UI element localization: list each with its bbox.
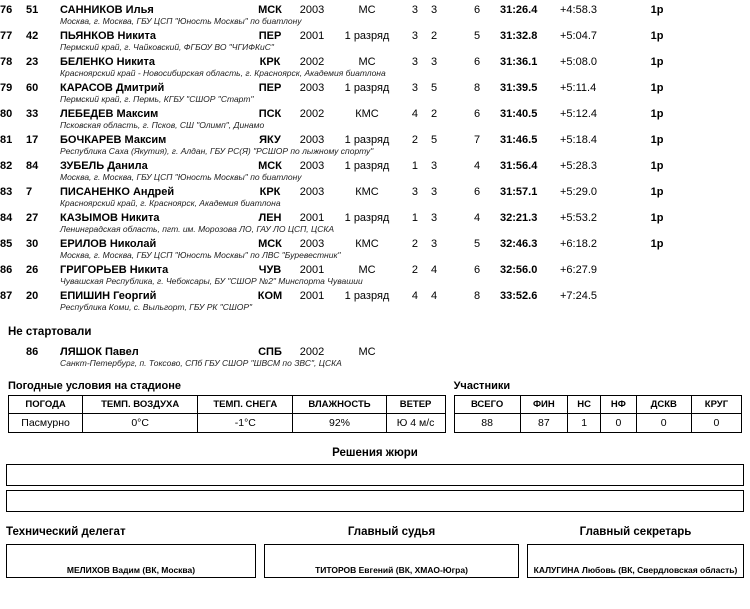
cell-year: 2003 bbox=[299, 238, 325, 250]
cell-points bbox=[622, 342, 692, 358]
cell-spacer bbox=[692, 342, 750, 358]
cell-penalty: 6 bbox=[473, 4, 481, 16]
cell-year: 2003 bbox=[299, 134, 325, 146]
cell-spacer bbox=[692, 260, 750, 276]
weather-value-cell: -1°C bbox=[198, 414, 293, 433]
weather-header-row bbox=[9, 396, 446, 414]
cell-qualification: 1 разряд bbox=[344, 160, 390, 172]
cell-athlete-name: ЕРИЛОВ Николай bbox=[60, 238, 157, 250]
cell-rank: 80 bbox=[0, 108, 13, 120]
cell-athlete-name: ЛЕБЕДЕВ Максим bbox=[60, 108, 159, 120]
cell-team: ЛЕН bbox=[258, 212, 282, 224]
cell-spacer bbox=[692, 26, 750, 42]
participants-header-cell: НФ bbox=[601, 396, 636, 414]
cell-qualification: 1 разряд bbox=[344, 82, 390, 94]
cell-shooting: 2 4 bbox=[411, 264, 443, 276]
cell-spacer bbox=[692, 208, 750, 224]
cell-points: 1р bbox=[650, 238, 664, 250]
signature-box[interactable] bbox=[264, 544, 519, 578]
cell-time bbox=[500, 342, 560, 358]
cell-athlete-name: ПИСАНЕНКО Андрей bbox=[60, 186, 175, 198]
cell-points: 1р bbox=[650, 212, 664, 224]
cell-spacer bbox=[0, 250, 60, 260]
cell-time: 31:39.5 bbox=[500, 82, 538, 94]
cell-athlete-name: ЕПИШИН Георгий bbox=[60, 290, 157, 302]
table-row-subtext bbox=[0, 358, 750, 368]
cell-qualification: КМС bbox=[355, 186, 379, 198]
cell-club-region: Псковская область, г. Псков, СШ "Олимп", Динамо bbox=[60, 120, 265, 130]
jury-decision-line[interactable] bbox=[6, 464, 744, 486]
cell-team: ПСК bbox=[258, 108, 282, 120]
cell-spacer bbox=[0, 172, 60, 182]
cell-time: 33:52.6 bbox=[500, 290, 538, 302]
cell-spacer bbox=[692, 182, 750, 198]
cell-points bbox=[622, 286, 692, 302]
cell-points: 1р bbox=[650, 108, 664, 120]
participants-value-cell: 0 bbox=[691, 414, 741, 433]
cell-qualification: МС bbox=[358, 346, 376, 358]
cell-athlete-name: ПЬЯНКОВ Никита bbox=[60, 30, 156, 42]
cell-spacer bbox=[0, 224, 60, 234]
signature-title: Технический делегат bbox=[6, 526, 126, 538]
cell-rank: 77 bbox=[0, 30, 13, 42]
table-row-subtext bbox=[0, 146, 750, 156]
cell-team: МСК bbox=[258, 4, 282, 16]
cell-points: 1р bbox=[650, 160, 664, 172]
conditions-panels bbox=[0, 368, 750, 433]
cell-team: ПЕР bbox=[258, 30, 282, 42]
cell-spacer bbox=[0, 146, 60, 156]
table-row-subtext bbox=[0, 276, 750, 286]
cell-penalty: 6 bbox=[473, 264, 481, 276]
signature-box[interactable] bbox=[527, 544, 744, 578]
cell-rank: 79 bbox=[0, 82, 13, 94]
cell-gap bbox=[560, 342, 622, 358]
signature-box[interactable] bbox=[6, 544, 256, 578]
cell-year: 2003 bbox=[299, 186, 325, 198]
cell-bib: 51 bbox=[26, 4, 39, 16]
cell-points: 1р bbox=[650, 186, 664, 198]
cell-shooting: 2 5 bbox=[411, 134, 443, 146]
cell-club-region: Санкт-Петербург, п. Токсово, СПб ГБУ СШОР "ШВСМ по ЗВС", ЦСКА bbox=[60, 358, 342, 368]
weather-value-row bbox=[9, 414, 446, 433]
cell-spacer bbox=[692, 130, 750, 146]
table-row[interactable] bbox=[0, 130, 750, 146]
cell-time: 31:57.1 bbox=[500, 186, 538, 198]
cell-year: 2001 bbox=[299, 290, 325, 302]
table-row-subtext bbox=[0, 16, 750, 26]
cell-team: МСК bbox=[258, 160, 282, 172]
weather-value-cell: 92% bbox=[293, 414, 386, 433]
signature-block bbox=[264, 526, 519, 578]
cell-athlete-name: БОЧКАРЕВ Максим bbox=[60, 134, 167, 146]
cell-penalty: 4 bbox=[473, 160, 481, 172]
cell-bib: 60 bbox=[26, 82, 39, 94]
cell-points bbox=[622, 260, 692, 276]
cell-bib: 7 bbox=[26, 186, 33, 198]
participants-header-cell: ДСКВ bbox=[636, 396, 691, 414]
cell-team: КРК bbox=[259, 56, 281, 68]
cell-bib: 17 bbox=[26, 134, 39, 146]
table-row[interactable] bbox=[0, 182, 750, 198]
cell-gap: +5:11.4 bbox=[560, 82, 597, 94]
did-not-start-body bbox=[0, 342, 750, 368]
cell-rank: 76 bbox=[0, 4, 13, 16]
cell-time: 31:36.1 bbox=[500, 56, 538, 68]
cell-gap: +5:18.4 bbox=[560, 134, 598, 146]
cell-club-region: Чувашская Республика, г. Чебоксары, БУ "СШОР №2" Минспорта Чувашии bbox=[60, 276, 363, 286]
cell-shooting: 3 3 bbox=[411, 4, 443, 16]
cell-qualification: МС bbox=[358, 4, 376, 16]
cell-team: МСК bbox=[258, 238, 282, 250]
table-row-subtext bbox=[0, 198, 750, 208]
table-row[interactable] bbox=[0, 208, 750, 224]
cell-rank: 87 bbox=[0, 290, 13, 302]
cell-club-region: Республика Саха (Якутия), г. Алдан, ГБУ РС(Я) "РСШОР по лыжному спорту" bbox=[60, 146, 374, 156]
participants-value-cell: 1 bbox=[568, 414, 601, 433]
weather-value-cell: Ю 4 м/с bbox=[386, 414, 445, 433]
signature-title: Главный судья bbox=[347, 526, 436, 538]
cell-spacer bbox=[0, 94, 60, 104]
cell-spacer bbox=[0, 42, 60, 52]
cell-athlete-name: ЗУБЕЛЬ Данила bbox=[60, 160, 148, 172]
cell-spacer bbox=[692, 234, 750, 250]
jury-title: Решения жюри bbox=[332, 447, 418, 459]
cell-club-region: Республика Коми, с. Выльгорт, ГБУ РК "СШОР" bbox=[60, 302, 253, 312]
cell-time: 31:32.8 bbox=[500, 30, 538, 42]
cell-time: 32:21.3 bbox=[500, 212, 538, 224]
cell-spacer bbox=[692, 78, 750, 94]
table-row-subtext bbox=[0, 302, 750, 312]
cell-athlete-name: САННИКОВ Илья bbox=[60, 4, 154, 16]
jury-decision-line[interactable] bbox=[6, 490, 744, 512]
table-row-subtext bbox=[0, 68, 750, 78]
cell-rank: 78 bbox=[0, 56, 13, 68]
weather-title: Погодные условия на стадионе bbox=[8, 380, 182, 392]
cell-shooting: 2 3 bbox=[411, 238, 443, 250]
cell-qualification: 1 разряд bbox=[344, 134, 390, 146]
cell-points: 1р bbox=[650, 56, 664, 68]
participants-value-cell: 88 bbox=[454, 414, 520, 433]
table-row[interactable] bbox=[0, 286, 750, 302]
table-row[interactable] bbox=[0, 78, 750, 94]
cell-rank: 84 bbox=[0, 212, 13, 224]
cell-bib: 30 bbox=[26, 238, 39, 250]
cell-shooting: 4 2 bbox=[411, 108, 443, 120]
cell-club-region: Красноярский край, г. Красноярск, Академия биатлона bbox=[60, 198, 281, 208]
cell-time: 31:26.4 bbox=[500, 4, 538, 16]
cell-year: 2002 bbox=[299, 346, 325, 358]
participants-header-cell: НС bbox=[568, 396, 601, 414]
cell-bib: 26 bbox=[26, 264, 39, 276]
cell-gap: +4:58.3 bbox=[560, 4, 598, 16]
cell-rank: 86 bbox=[0, 264, 13, 276]
cell-club-region: Пермский край, г. Чайковский, ФГБОУ ВО "ЧГИФКиС" bbox=[60, 42, 274, 52]
table-row[interactable] bbox=[0, 342, 750, 358]
signature-title: Главный секретарь bbox=[579, 526, 692, 538]
cell-spacer bbox=[0, 276, 60, 286]
cell-rank: 81 bbox=[0, 134, 13, 146]
cell-gap: +5:53.2 bbox=[560, 212, 598, 224]
weather-panel bbox=[8, 380, 446, 433]
signature-name: ТИТОРОВ Евгений (ВК, ХМАО-Югра) bbox=[315, 565, 468, 575]
cell-points: 1р bbox=[650, 134, 664, 146]
cell-penalty: 7 bbox=[473, 134, 481, 146]
cell-shooting: 3 3 bbox=[411, 186, 443, 198]
cell-rank: 82 bbox=[0, 160, 13, 172]
cell-penalty: 8 bbox=[473, 290, 481, 302]
jury-lines bbox=[0, 464, 750, 512]
cell-penalty: 8 bbox=[473, 82, 481, 94]
cell-spacer bbox=[692, 156, 750, 172]
table-row[interactable] bbox=[0, 234, 750, 250]
cell-team: ЧУВ bbox=[258, 264, 282, 276]
table-row-subtext bbox=[0, 94, 750, 104]
cell-athlete-name: БЕЛЕНКО Никита bbox=[60, 56, 156, 68]
cell-spacer bbox=[0, 198, 60, 208]
table-row-subtext bbox=[0, 120, 750, 130]
weather-value-cell: 0°C bbox=[83, 414, 198, 433]
cell-bib: 27 bbox=[26, 212, 39, 224]
cell-qualification: 1 разряд bbox=[344, 212, 390, 224]
weather-header-cell: ТЕМП. ВОЗДУХА bbox=[83, 396, 198, 414]
cell-spacer bbox=[0, 358, 60, 368]
cell-penalty: 5 bbox=[473, 30, 481, 42]
cell-gap: +5:04.7 bbox=[560, 30, 598, 42]
cell-time: 32:46.3 bbox=[500, 238, 538, 250]
cell-team: СПБ bbox=[258, 346, 282, 358]
cell-team: КРК bbox=[259, 186, 281, 198]
table-row-subtext bbox=[0, 250, 750, 260]
cell-spacer bbox=[0, 68, 60, 78]
cell-time: 31:56.4 bbox=[500, 160, 538, 172]
cell-club-region: Пермский край, г. Пермь, КГБУ "СШОР "Старт" bbox=[60, 94, 254, 104]
cell-year: 2001 bbox=[299, 30, 325, 42]
table-row[interactable] bbox=[0, 0, 750, 16]
cell-club-region: Красноярский край - Новосибирская область, г. Красноярск, Академия биатлона bbox=[60, 68, 386, 78]
weather-table bbox=[8, 395, 446, 433]
participants-header-row bbox=[454, 396, 741, 414]
cell-rank: 83 bbox=[0, 186, 13, 198]
weather-header-cell: ВЛАЖНОСТЬ bbox=[293, 396, 386, 414]
cell-penalty: 6 bbox=[473, 108, 481, 120]
participants-title: Участники bbox=[453, 380, 511, 392]
cell-bib: 84 bbox=[26, 160, 39, 172]
signature-block bbox=[6, 526, 256, 578]
cell-shooting: 3 3 bbox=[411, 56, 443, 68]
cell-year: 2003 bbox=[299, 4, 325, 16]
cell-club-region: Москва, г. Москва, ГБУ ЦСП "Юность Москвы" по биатлону bbox=[60, 16, 302, 26]
table-row-subtext bbox=[0, 224, 750, 234]
cell-qualification: МС bbox=[358, 264, 376, 276]
cell-penalty bbox=[454, 342, 500, 358]
table-row-subtext bbox=[0, 172, 750, 182]
cell-athlete-name: КАЗЫМОВ Никита bbox=[60, 212, 160, 224]
cell-bib: 86 bbox=[26, 346, 39, 358]
cell-points: 1р bbox=[650, 30, 664, 42]
cell-shooting: 4 4 bbox=[411, 290, 443, 302]
cell-year: 2002 bbox=[299, 56, 325, 68]
cell-spacer bbox=[0, 120, 60, 130]
cell-club-region: Ленинградская область, пгт. им. Морозова ЛО, ГАУ ЛО ЦСП, ЦСКА bbox=[60, 224, 335, 234]
cell-year: 2003 bbox=[299, 160, 325, 172]
cell-gap: +6:18.2 bbox=[560, 238, 598, 250]
cell-shooting: 3 2 bbox=[411, 30, 443, 42]
cell-shooting: 1 3 bbox=[411, 160, 443, 172]
cell-points: 1р bbox=[650, 82, 664, 94]
participants-header-cell: ФИН bbox=[520, 396, 567, 414]
cell-penalty: 5 bbox=[473, 238, 481, 250]
signature-name: КАЛУГИНА Любовь (ВК, Свердловская область) bbox=[533, 565, 738, 575]
cell-bib: 33 bbox=[26, 108, 39, 120]
cell-gap: +5:29.0 bbox=[560, 186, 598, 198]
cell-qualification: МС bbox=[358, 56, 376, 68]
participants-header-cell: КРУГ bbox=[691, 396, 741, 414]
participants-header-cell: ВСЕГО bbox=[454, 396, 520, 414]
cell-spacer bbox=[692, 104, 750, 120]
cell-points: 1р bbox=[650, 4, 664, 16]
cell-year: 2001 bbox=[299, 212, 325, 224]
cell-year: 2002 bbox=[299, 108, 325, 120]
cell-gap: +5:12.4 bbox=[560, 108, 598, 120]
weather-header-cell: ПОГОДА bbox=[9, 396, 83, 414]
cell-qualification: 1 разряд bbox=[344, 290, 390, 302]
did-not-start-table bbox=[0, 342, 750, 368]
cell-qualification: КМС bbox=[355, 238, 379, 250]
cell-spacer bbox=[0, 16, 60, 26]
participants-value-cell: 0 bbox=[636, 414, 691, 433]
cell-spacer bbox=[0, 302, 60, 312]
cell-qualification: КМС bbox=[355, 108, 379, 120]
cell-time: 31:46.5 bbox=[500, 134, 538, 146]
cell-year: 2003 bbox=[299, 82, 325, 94]
signature-block bbox=[527, 526, 744, 578]
participants-value-row bbox=[454, 414, 741, 433]
cell-team: КОМ bbox=[257, 290, 283, 302]
cell-gap: +5:08.0 bbox=[560, 56, 598, 68]
cell-team: ПЕР bbox=[258, 82, 282, 94]
cell-qualification: 1 разряд bbox=[344, 30, 390, 42]
cell-spacer bbox=[692, 0, 750, 16]
did-not-start-title: Не стартовали bbox=[8, 326, 92, 338]
cell-gap: +7:24.5 bbox=[560, 290, 598, 302]
table-row[interactable] bbox=[0, 26, 750, 42]
signatures-row bbox=[0, 512, 750, 578]
weather-header-cell: ВЕТЕР bbox=[386, 396, 445, 414]
signature-name: МЕЛИХОВ Вадим (ВК, Москва) bbox=[66, 565, 196, 575]
cell-athlete-name: ГРИГОРЬЕВ Никита bbox=[60, 264, 169, 276]
table-row[interactable] bbox=[0, 52, 750, 68]
cell-shooting: 1 3 bbox=[411, 212, 443, 224]
participants-table bbox=[454, 395, 742, 433]
weather-header-cell: ТЕМП. СНЕГА bbox=[198, 396, 293, 414]
cell-time: 32:56.0 bbox=[500, 264, 538, 276]
cell-bib: 23 bbox=[26, 56, 39, 68]
cell-penalty: 4 bbox=[473, 212, 481, 224]
participants-value-cell: 0 bbox=[601, 414, 636, 433]
cell-spacer bbox=[692, 52, 750, 68]
cell-athlete-name: КАРАСОВ Дмитрий bbox=[60, 82, 165, 94]
cell-shooting bbox=[400, 342, 454, 358]
cell-team: ЯКУ bbox=[259, 134, 281, 146]
cell-gap: +6:27.9 bbox=[560, 264, 598, 276]
cell-penalty: 6 bbox=[473, 56, 481, 68]
cell-rank: 85 bbox=[0, 238, 13, 250]
cell-shooting: 3 5 bbox=[411, 82, 443, 94]
cell-spacer bbox=[692, 286, 750, 302]
cell-year: 2001 bbox=[299, 264, 325, 276]
participants-value-cell: 87 bbox=[520, 414, 567, 433]
cell-bib: 20 bbox=[26, 290, 39, 302]
table-row[interactable] bbox=[0, 104, 750, 120]
cell-athlete-name: ЛЯШОК Павел bbox=[60, 346, 139, 358]
cell-gap: +5:28.3 bbox=[560, 160, 598, 172]
cell-club-region: Москва, г. Москва, ГБУ ЦСП "Юность Москвы" по биатлону bbox=[60, 172, 302, 182]
cell-club-region: Москва, г. Москва, ГБУ ЦСП "Юность Москвы" по ЛВС "Буревестник" bbox=[60, 250, 341, 260]
cell-rank bbox=[0, 342, 26, 358]
cell-penalty: 6 bbox=[473, 186, 481, 198]
cell-time: 31:40.5 bbox=[500, 108, 538, 120]
table-row-subtext bbox=[0, 42, 750, 52]
participants-panel bbox=[454, 380, 742, 433]
weather-value-cell: Пасмурно bbox=[9, 414, 83, 433]
table-row[interactable] bbox=[0, 156, 750, 172]
cell-bib: 42 bbox=[26, 30, 39, 42]
table-row[interactable] bbox=[0, 260, 750, 276]
